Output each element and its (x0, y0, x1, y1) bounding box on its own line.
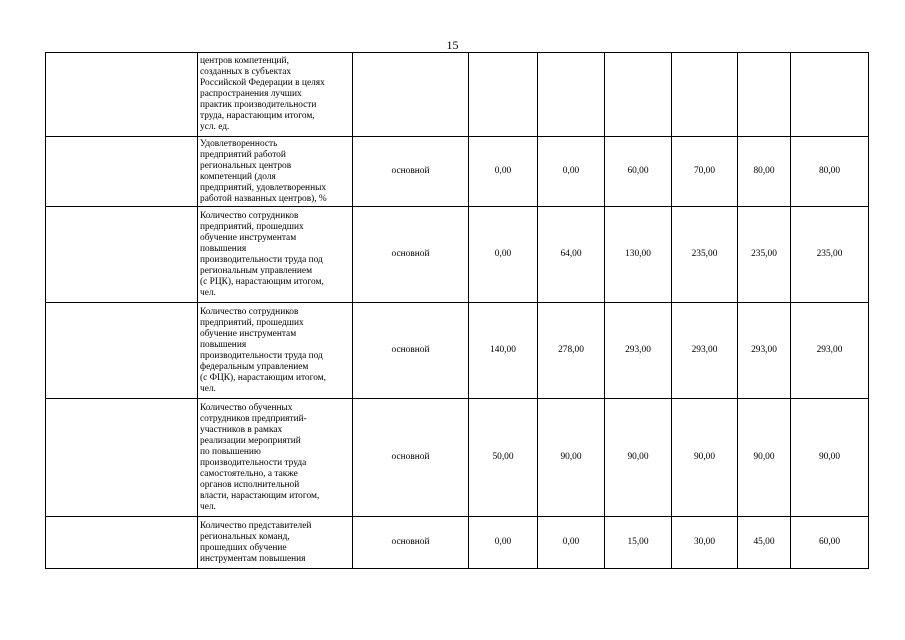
row-empty-cell (46, 207, 198, 303)
indicator-value-cell (469, 53, 538, 137)
indicators-table (45, 52, 869, 569)
indicator-name-cell: Количество сотрудников предприятий, прошедших обучение инструментам повышения производительности труда под федеральным управлением (с ФЦК), нарастающим итогом, чел. (198, 303, 353, 399)
indicator-value-cell (672, 53, 738, 137)
row-empty-cell (46, 303, 198, 399)
indicator-value-cell (605, 53, 672, 137)
indicator-value-cell: 60,00 (791, 517, 869, 569)
indicator-value-cell: 45,00 (738, 517, 791, 569)
indicator-value-cell: 235,00 (791, 207, 869, 303)
indicator-value-cell: 293,00 (672, 303, 738, 399)
indicator-value-cell: 30,00 (672, 517, 738, 569)
indicator-name-cell: Количество обученных сотрудников предприятий- участников в рамках реализации мероприятий по повышению производительности труда самостоятельно, а также органов исполнительной власти, нарастающим итогом, чел. (198, 399, 353, 517)
indicator-name-cell: Количество сотрудников предприятий, прошедших обучение инструментам повышения производительности труда под региональным управлением (с РЦК), нарастающим итогом, чел. (198, 207, 353, 303)
indicator-value-cell: 90,00 (538, 399, 605, 517)
indicator-value-cell: 90,00 (605, 399, 672, 517)
indicator-value-cell: 90,00 (672, 399, 738, 517)
indicator-value-cell: 0,00 (538, 137, 605, 207)
indicator-value-cell: 50,00 (469, 399, 538, 517)
table-row (46, 137, 869, 207)
indicator-value-cell: 60,00 (605, 137, 672, 207)
indicator-value-cell: 90,00 (791, 399, 869, 517)
indicator-value-cell: 293,00 (605, 303, 672, 399)
indicator-value-cell: 235,00 (672, 207, 738, 303)
indicator-value-cell: 235,00 (738, 207, 791, 303)
indicator-value-cell: 0,00 (538, 517, 605, 569)
indicators-table-body (46, 53, 869, 569)
indicator-value-cell: 0,00 (469, 517, 538, 569)
indicator-value-cell (738, 53, 791, 137)
indicator-name-cell: Количество представителей региональных команд, прошедших обучение инструментам повышения (198, 517, 353, 569)
indicator-value-cell (791, 53, 869, 137)
table-row (46, 517, 869, 569)
indicator-value-cell: 80,00 (738, 137, 791, 207)
table-row (46, 399, 869, 517)
indicator-value-cell: 0,00 (469, 137, 538, 207)
indicator-type-cell: основной (353, 517, 469, 569)
row-empty-cell (46, 53, 198, 137)
indicator-name-cell: центров компетенций, созданных в субъектах Российской Федерации в целях распространения лучших практик производительности труда, нарастающим итогом, усл. ед. (198, 53, 353, 137)
indicator-value-cell: 130,00 (605, 207, 672, 303)
table-row (46, 303, 869, 399)
indicator-value-cell: 70,00 (672, 137, 738, 207)
row-empty-cell (46, 137, 198, 207)
indicator-type-cell: основной (353, 137, 469, 207)
row-empty-cell (46, 517, 198, 569)
indicator-value-cell: 293,00 (738, 303, 791, 399)
indicator-value-cell: 64,00 (538, 207, 605, 303)
indicator-value-cell: 80,00 (791, 137, 869, 207)
indicator-value-cell: 278,00 (538, 303, 605, 399)
indicator-value-cell: 293,00 (791, 303, 869, 399)
table-row (46, 207, 869, 303)
indicator-value-cell (538, 53, 605, 137)
indicator-value-cell: 140,00 (469, 303, 538, 399)
indicator-type-cell: основной (353, 399, 469, 517)
row-empty-cell (46, 399, 198, 517)
indicator-value-cell: 0,00 (469, 207, 538, 303)
indicator-type-cell: основной (353, 207, 469, 303)
indicator-value-cell: 15,00 (605, 517, 672, 569)
indicator-name-cell: Удовлетворенность предприятий работой региональных центров компетенций (доля предприятий, удовлетворенных работой названных центров), % (198, 137, 353, 207)
table-row (46, 53, 869, 137)
indicator-type-cell: основной (353, 303, 469, 399)
indicator-type-cell (353, 53, 469, 137)
page-number: 15 (446, 38, 459, 52)
indicator-value-cell: 90,00 (738, 399, 791, 517)
